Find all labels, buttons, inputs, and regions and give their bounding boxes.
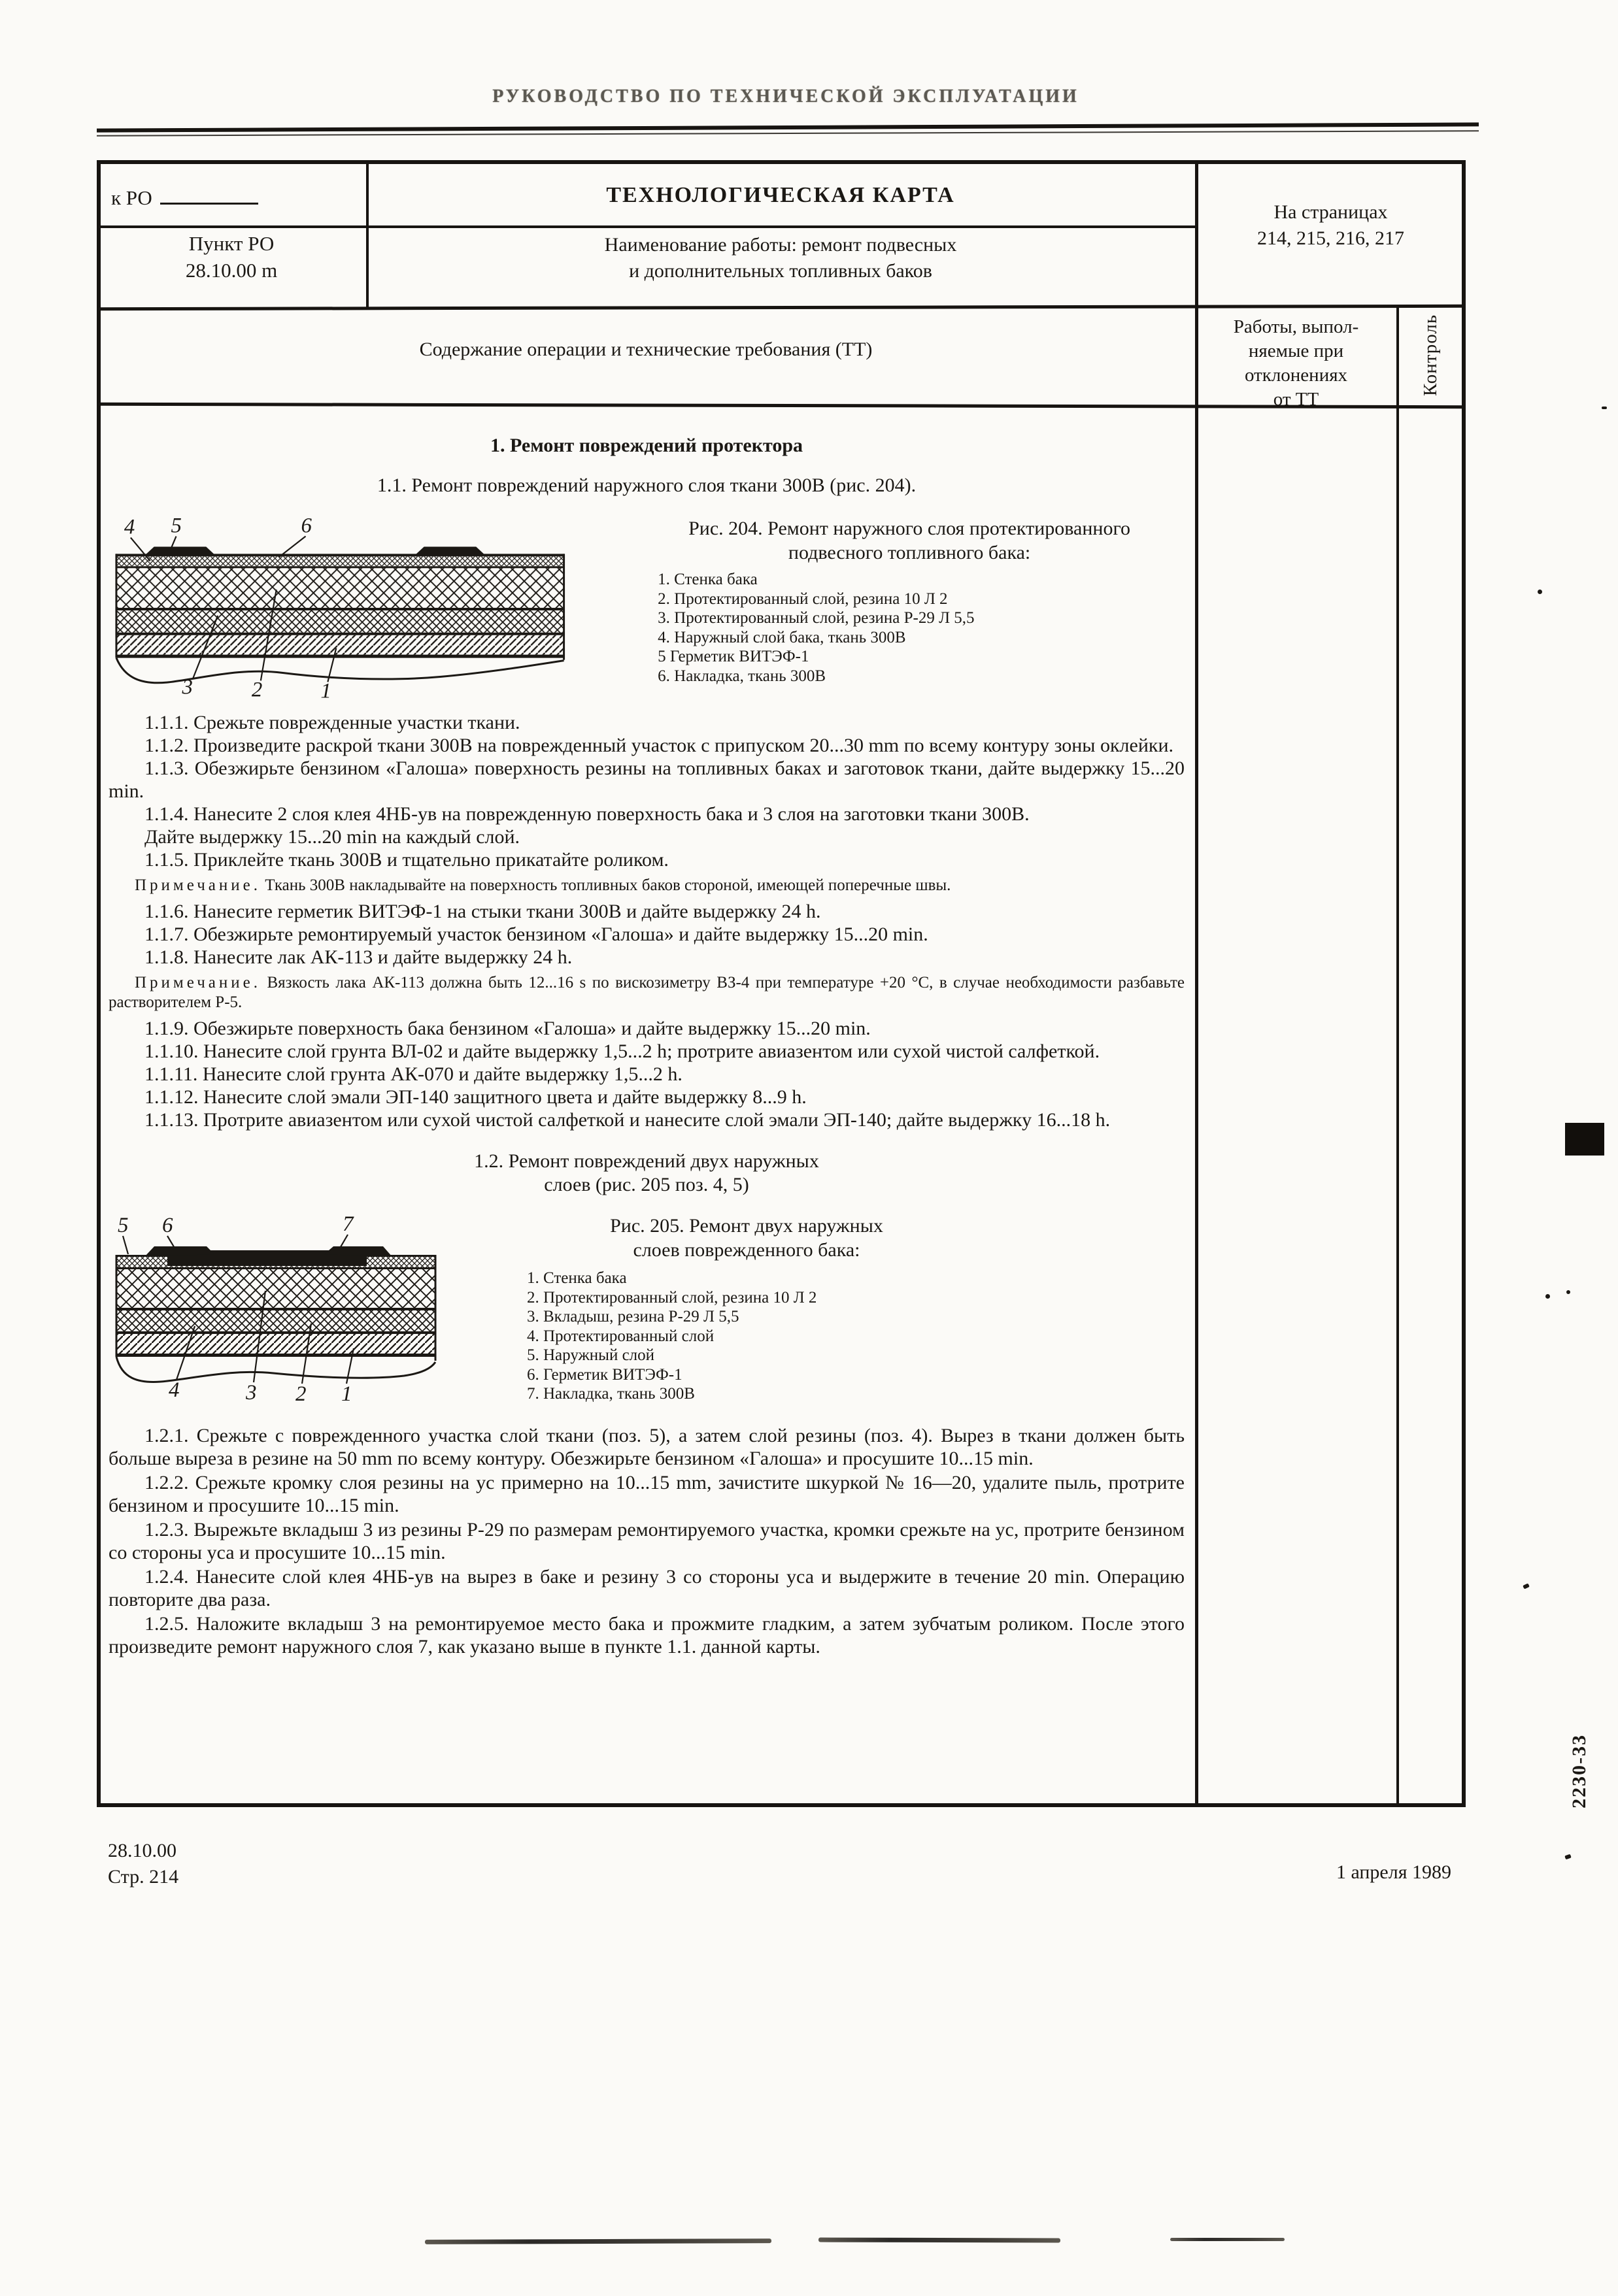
- footer-doc-code: [108, 1838, 178, 1890]
- figure-205-caption-line1: Рис. 205. Ремонт двух наружных: [610, 1215, 883, 1237]
- paragraph-1-1-4: 1.1.4. Нанесите 2 слоя клея 4НБ-ув на поврежденную поверхность бака и 3 слоя на заготовки ткани 300В.: [144, 803, 1030, 825]
- figure-204-caption-block: [634, 516, 1185, 686]
- figure-205-legend-item: 7. Накладка, ткань 300В: [527, 1385, 695, 1403]
- figure-204-legend-item: 2. Протектированный слой, резина 10 Л 2: [658, 590, 948, 608]
- section-1-2-paragraphs: [109, 1424, 1185, 1658]
- fig205-label-2: 2: [295, 1382, 307, 1406]
- figure-205: [109, 1214, 1185, 1414]
- punkt-label: Пункт РО: [188, 232, 275, 255]
- thumb-index-tab: [1565, 1123, 1604, 1156]
- figure-204-diagram: [109, 516, 622, 701]
- paragraph-1-1-8: 1.1.8. Нанесите лак АК-113 и дайте выдержку 24 h.: [144, 946, 573, 968]
- figure-205-legend-item: 5. Наружный слой: [527, 1346, 655, 1364]
- scan-speck: [1566, 1290, 1570, 1294]
- note-2: [109, 973, 1185, 1012]
- scan-speck: [1538, 590, 1542, 594]
- control-column-header: [1396, 306, 1466, 404]
- pages-cell: [1198, 199, 1463, 252]
- figure-204-legend-item: 6. Накладка, ткань 300В: [658, 667, 826, 685]
- to-ro-cell: [111, 186, 360, 210]
- paragraph-1-2-3: 1.2.3. Вырежьте вкладыш 3 из резины Р-29 по размерам ремонтируемого участка, кромки срежьте на ус, протрите бензином со стороны уса и просушите 10...15 min.: [109, 1519, 1185, 1563]
- fig204-label-3: 3: [182, 675, 193, 699]
- deviation-line-2: няемые при: [1248, 341, 1344, 361]
- paragraph-1-1-5: 1.1.5. Приклейте ткань 300В и тщательно прикатайте роликом.: [144, 849, 669, 871]
- section-1-heading: 1. Ремонт повреждений протектора: [490, 435, 803, 456]
- deviation-line-1: Работы, выпол-: [1233, 316, 1359, 337]
- punkt-ro-cell: [97, 230, 366, 284]
- scan-smudge: [425, 2238, 771, 2244]
- paragraph-1-1-6: 1.1.6. Нанесите герметик ВИТЭФ-1 на стыки ткани 300В и дайте выдержку 24 h.: [144, 901, 821, 922]
- paragraph-1-1-13: 1.1.13. Протрите авиазентом или сухой чистой салфеткой и нанесите слой эмали ЭП-140; дайте выдержку 16...18 h.: [144, 1109, 1111, 1131]
- figure-205-legend-item: 4. Протектированный слой: [527, 1327, 715, 1345]
- pages-value: 214, 215, 216, 217: [1257, 227, 1404, 249]
- paragraph-1-1-10: 1.1.10. Нанесите слой грунта ВЛ-02 и дайте выдержку 1,5...2 h; протрите авиазентом или сухой чистой салфеткой.: [144, 1040, 1100, 1062]
- paragraph-1-2-5: 1.2.5. Наложите вкладыш 3 на ремонтируемое место бака и прожмите гладким, а затем зубчатым роликом. После этого произведите ремонт наружного слоя 7, как указано выше в пункте 1.1. данной карты.: [109, 1613, 1185, 1657]
- fig205-label-7: 7: [343, 1214, 354, 1236]
- side-code-rotated: 2230-33: [1568, 1734, 1590, 1808]
- figure-204: [109, 516, 1185, 701]
- footer-date: 1 апреля 1989: [1336, 1861, 1451, 1883]
- figure-205-caption-block: [518, 1214, 975, 1404]
- figure-204-legend: [634, 570, 1185, 686]
- to-ro-blank-line: [160, 186, 258, 205]
- figure-204-caption-line1: Рис. 204. Ремонт наружного слоя протектированного: [688, 518, 1131, 539]
- footer-code-line: 28.10.00: [108, 1840, 177, 1861]
- fig205-label-4: 4: [169, 1378, 180, 1402]
- scan-smudge: [1170, 2238, 1285, 2241]
- section-1-1-paragraphs: [109, 711, 1185, 1131]
- scan-speck: [1602, 407, 1607, 409]
- pages-label: На страницах: [1273, 201, 1388, 223]
- note-1-label: Примечание.: [135, 876, 261, 894]
- paragraph-1-2-1: 1.2.1. Срежьте с поврежденного участка слой ткани (поз. 5), а затем слой резины (поз. 4). Вырез в ткани должен быть больше выреза в резине на 50 mm по всему контуру. Обезжирьте бензином «Галоша» и просушите 10...15 min.: [109, 1425, 1185, 1469]
- paragraph-1-2-2: 1.2.2. Срежьте кромку слоя резины на ус примерно на 10...15 mm, зачистите шкуркой № 16—20, удалите пыль, протрите бензином и просушите 10...15 min.: [109, 1472, 1185, 1516]
- punkt-value: 28.10.00 m: [185, 259, 278, 282]
- fig205-label-1: 1: [341, 1382, 352, 1406]
- section-1-1-heading: 1.1. Ремонт повреждений наружного слоя ткани 300В (рис. 204).: [377, 474, 917, 496]
- scan-smudge: [818, 2238, 1060, 2243]
- paragraph-1-1-3: 1.1.3. Обезжирьте бензином «Галоша» поверхность резины на топливных баках и заготовок ткани, дайте выдержку 15...20 min.: [109, 757, 1185, 802]
- figure-205-legend-item: 3. Вкладыш, резина Р-29 Л 5,5: [527, 1308, 739, 1325]
- figure-205-legend-item: 1. Стенка бака: [527, 1269, 627, 1287]
- paragraph-1-2-4: 1.2.4. Нанесите слой клея 4НБ-ув на вырез в баке и резину 3 со стороны уса и выдержите в течение 20 min. Операцию повторите два раза.: [109, 1566, 1185, 1610]
- figure-205-legend-item: 2. Протектированный слой, резина 10 Л 2: [527, 1288, 817, 1306]
- scan-speck: [1564, 1854, 1572, 1860]
- scan-speck: [1545, 1294, 1550, 1299]
- deviation-line-4: от ТТ: [1273, 389, 1319, 410]
- fig205-label-5: 5: [118, 1214, 129, 1237]
- fig204-label-4: 4: [124, 516, 135, 539]
- fig204-label-5: 5: [171, 516, 182, 538]
- figure-204-legend-item: 1. Стенка бака: [658, 571, 758, 588]
- figure-205-legend-item: 6. Герметик ВИТЭФ-1: [527, 1365, 683, 1384]
- footer-page-line: Стр. 214: [108, 1866, 179, 1888]
- note-2-label: Примечание.: [135, 974, 261, 991]
- paragraph-1-1-4b: Дайте выдержку 15...20 min на каждый слой.: [144, 826, 520, 848]
- fig204-label-6: 6: [301, 516, 312, 538]
- paragraph-1-1-9: 1.1.9. Обезжирьте поверхность бака бензином «Галоша» и дайте выдержку 15...20 min.: [144, 1018, 871, 1039]
- work-name-cell: [366, 232, 1195, 284]
- side-print-code: [1540, 1686, 1618, 1856]
- deviation-column-header: [1198, 315, 1394, 412]
- section-1-2-heading: [109, 1150, 1185, 1197]
- fig204-label-1: 1: [320, 679, 331, 701]
- control-label-rotated: Контроль: [1420, 314, 1441, 396]
- figure-204-legend-item: 5 Герметик ВИТЭФ-1: [658, 648, 809, 665]
- figure-205-legend: [518, 1269, 975, 1404]
- table-hline-row1: [97, 225, 1195, 228]
- figure-204-legend-item: 4. Наружный слой бака, ткань 300В: [658, 628, 906, 646]
- figure-204-caption-line2: подвесного топливного бака:: [788, 542, 1031, 563]
- fig205-label-6: 6: [162, 1214, 173, 1237]
- content-column-header: Содержание операции и технические требования (ТТ): [419, 339, 873, 360]
- note-1: [109, 876, 1185, 895]
- figure-205-caption-line2: слоев поврежденного бака:: [633, 1239, 860, 1261]
- running-title: РУКОВОДСТВО ПО ТЕХНИЧЕСКОЙ ЭКСПЛУАТАЦИИ: [492, 86, 1079, 107]
- operations-content-cell: [97, 405, 1195, 1807]
- work-name-line2: и дополнительных топливных баков: [629, 260, 932, 282]
- fig204-label-2: 2: [251, 678, 263, 701]
- deviation-line-3: отклонениях: [1244, 365, 1348, 386]
- paragraph-1-1-2: 1.1.2. Произведите раскрой ткани 300В на поврежденный участок с припуском 20...30 mm по всему контуру зоны оклейки.: [144, 735, 1174, 756]
- work-name-line1: Наименование работы: ремонт подвесных: [604, 234, 957, 256]
- scan-speck: [1523, 1583, 1530, 1589]
- paragraph-1-1-12: 1.1.12. Нанесите слой эмали ЭП-140 защитного цвета и дайте выдержку 8...9 h.: [144, 1086, 807, 1108]
- card-title: ТЕХНОЛОГИЧЕСКАЯ КАРТА: [606, 183, 955, 207]
- section-1-2-heading-line1: 1.2. Ремонт повреждений двух наружных: [474, 1150, 819, 1172]
- paragraph-1-1-1: 1.1.1. Срежьте поврежденные участки ткани.: [144, 712, 520, 733]
- note-2-text: Вязкость лака АК-113 должна быть 12...16 s по вискозиметру ВЗ-4 при температуре +20 °C, в случае необходимости разбавьте растворителем Р-5.: [109, 974, 1185, 1011]
- note-1-text: Ткань 300В накладывайте на поверхность топливных баков стороной, имеющей поперечные швы.: [265, 876, 951, 894]
- to-ro-label: к РО: [111, 186, 152, 209]
- figure-204-legend-item: 3. Протектированный слой, резина Р-29 Л 5,5: [658, 609, 975, 627]
- paragraph-1-1-7: 1.1.7. Обезжирьте ремонтируемый участок бензином «Галоша» и дайте выдержку 15...20 min.: [144, 923, 928, 945]
- fig205-label-3: 3: [246, 1381, 257, 1405]
- figure-205-diagram: [109, 1214, 462, 1410]
- table-vline-control-col: [1396, 307, 1399, 1807]
- paragraph-1-1-11: 1.1.11. Нанесите слой грунта АК-070 и дайте выдержку 1,5...2 h.: [144, 1063, 683, 1085]
- section-1-2-heading-line2: слоев (рис. 205 поз. 4, 5): [544, 1174, 749, 1195]
